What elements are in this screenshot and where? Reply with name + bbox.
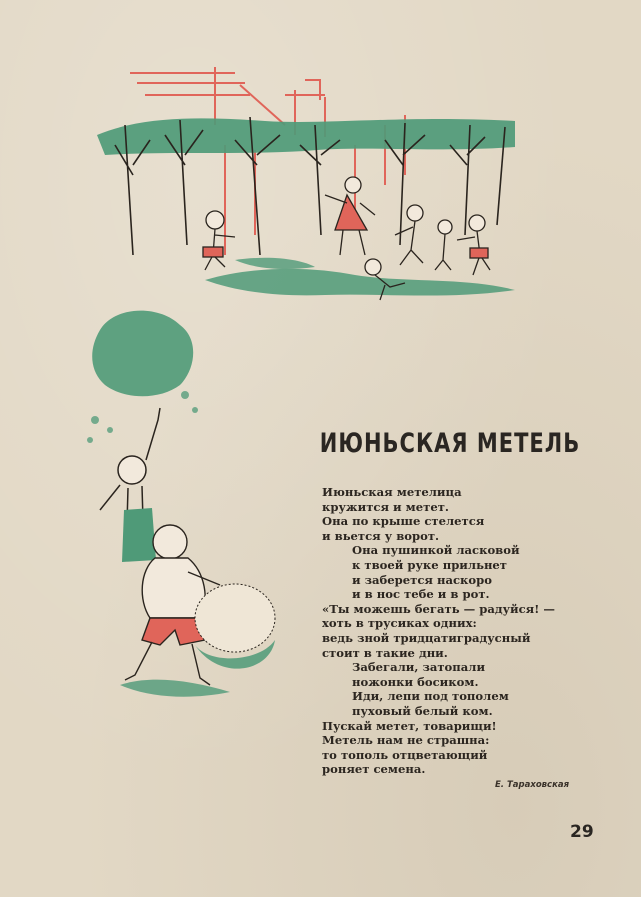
poem-line: Она по крыше стелется (322, 514, 485, 529)
poem-line: ножонки босиком. (352, 674, 479, 689)
poem-line: Она пушинкой ласковой (352, 543, 520, 558)
poem-line: к твоей руке прильнет (352, 557, 507, 572)
poem-line: ведь зной тридцатиградусный (322, 630, 531, 645)
children-snowball-illustration (60, 300, 280, 710)
grass-patches (205, 269, 515, 296)
poem-line: и вьется у ворот. (322, 528, 440, 543)
poem-title: ИЮНЬСКАЯ МЕТЕЛЬ (319, 428, 581, 458)
poem-line: и заберется наскоро (352, 572, 492, 587)
bush (92, 311, 193, 397)
poem-line: хоть в трусиках одних: (322, 616, 477, 631)
poem-line: Июньская метелица (322, 485, 462, 499)
poem-line: роняет семена. (322, 762, 426, 777)
poplar-fluff-ball (195, 584, 275, 652)
poem-line: Пускай метет, товарищи! (322, 718, 497, 733)
poem-line: кружится и метет. (322, 499, 449, 514)
poem-line: стоит в такие дни. (322, 645, 448, 660)
poem-line: Забегали, затопали (352, 660, 486, 675)
poem-line: то тополь отцветающий (322, 747, 488, 762)
tree-canopy (97, 118, 515, 155)
poem-line: Иди, лепи под тополем (352, 689, 509, 704)
poem-line: и в нос тебе и в рот. (352, 587, 490, 602)
page-number: 29 (570, 822, 594, 842)
poem-text (322, 485, 612, 777)
green-overalls (122, 508, 156, 562)
poem-line: «Ты можешь бегать — радуйся! — (322, 601, 555, 616)
leaf-dots (87, 391, 198, 443)
poem-line: пуховый белый ком. (352, 703, 493, 718)
poem-line: Метель нам не страшна: (322, 733, 490, 748)
poem-author: Е. Тараховская (495, 780, 570, 790)
children-playing-illustration (85, 55, 530, 305)
